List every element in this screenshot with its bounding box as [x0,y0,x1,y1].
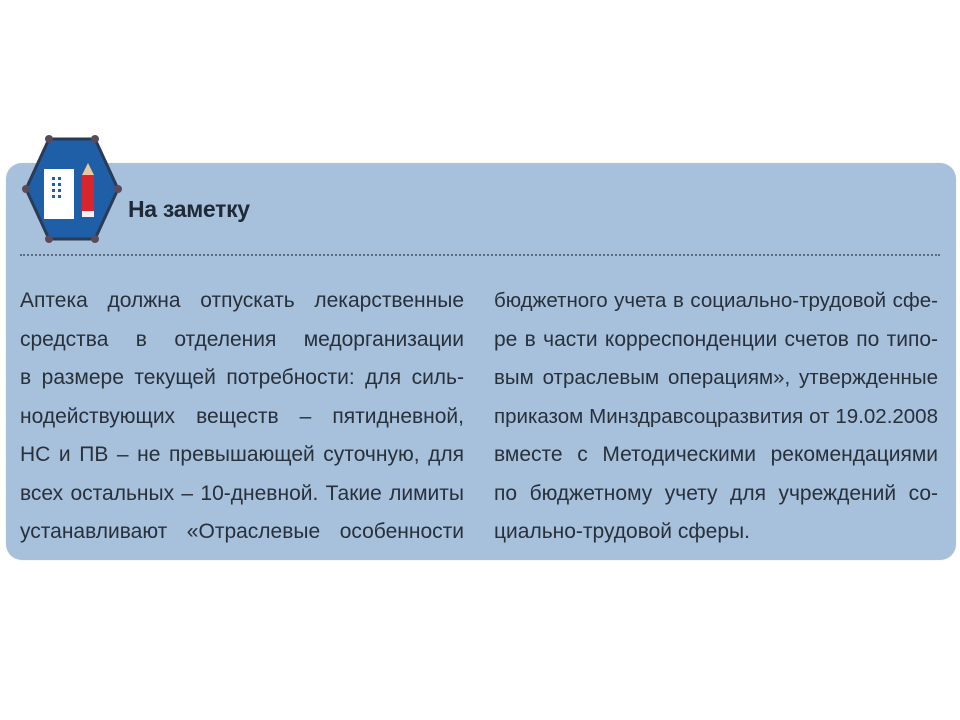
notepad-pencil-icon [22,133,122,245]
dotted-divider [20,254,940,256]
text-line: бюджетного учета в социально-трудовой сфе- [494,289,938,312]
note-title: На заметку [128,196,250,222]
text-line: ре в части корреспонденции счетов по типо- [494,327,938,351]
text-line: по бюджетному учету для учреждений со- [494,481,938,505]
text-line: в размере текущей потребности: для силь- [20,366,464,389]
text-line: циально-трудовой сферы. [494,520,750,543]
right-column [494,282,938,552]
text-line: Аптека должна отпускать лекарственные [20,289,464,312]
text-line: вым отраслевым операциям», утвержденные [494,366,938,389]
text-line: всех остальных – 10-дневной. Такие лимиты [20,481,464,505]
text-line: приказом Минздравсоцразвития от 19.02.2008 [494,404,938,428]
text-line: нодействующих веществ – пятидневной, [20,404,464,428]
text-line: средства в отделения медорганизации [20,327,464,351]
text-line: НС и ПВ – не превышающей суточную, для [20,443,464,466]
text-line: вместе с Методическими рекомендациями [494,443,938,466]
text-line: устанавливают «Отраслевые особенности [20,520,464,543]
left-column [20,282,464,552]
